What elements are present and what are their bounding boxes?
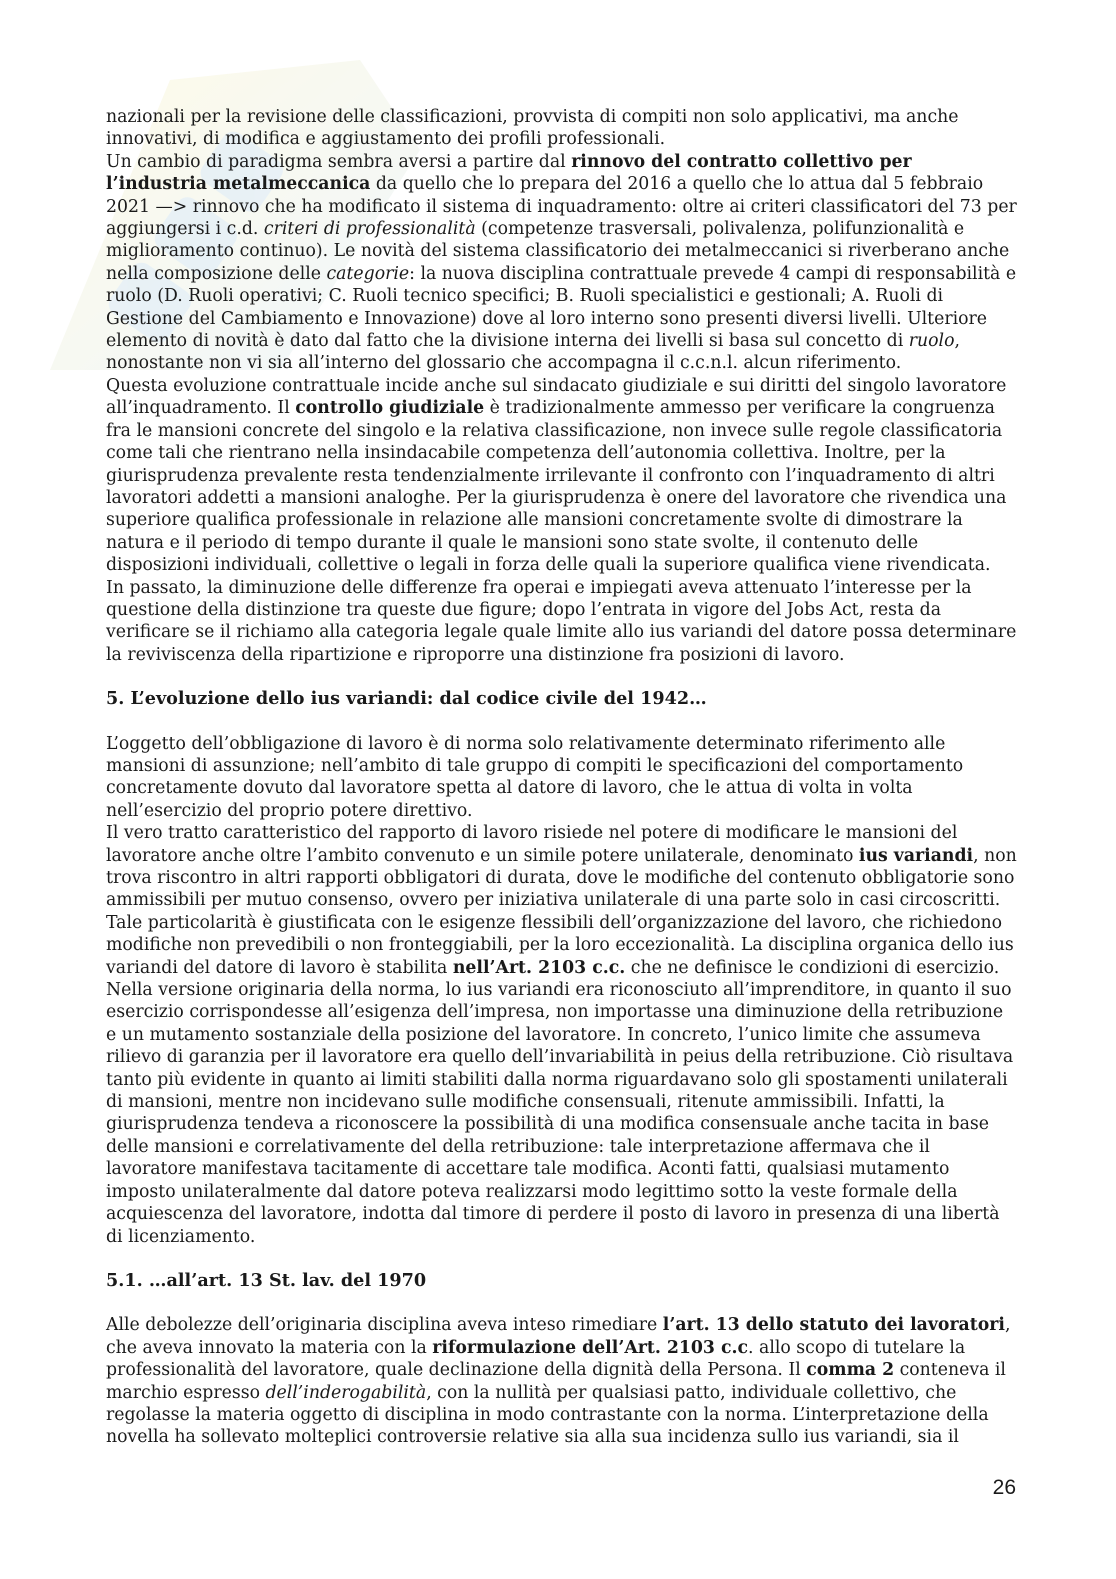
bold-text: riformulazione dell’Art. 2103 c.c [432,1337,749,1358]
paragraph [106,733,1018,823]
section-heading [106,1270,1018,1292]
bold-text: rinnovo del contratto collettivo per l’industria metalmeccanica [106,151,912,195]
text-run: che ne definisce le condizioni di esercizio. Nella versione originaria della norma, lo ius variandi era riconosciuto all’imprenditore, in quanto il suo esercizio corrispondesse all’esigenza dell’impresa, non importasse una diminuzione della retribuzione e un mutamento sostanziale della posizione del lavoratore. In concreto, l’unico limite che assumeva rilievo di garanzia per il lavoratore era quello dell’invariabilità in peius della retribuzione. Ciò risultava tanto più evidente in quanto ai limiti stabiliti dalla norma riguardavano solo gli spostamenti unilaterali di mansioni, mentre non incidevano sulle modifiche consensuali, ritenute ammissibili. Infatti, la giurisprudenza tendeva a riconoscere la possibilità di una modifica consensuale anche tacita in base delle mansioni e correlativamente del della retribuzione: tale interpretazione affermava che il lavoratore manifestava tacitamente di accettare tale modifica. Aconti fatti, qualsiasi mutamento imposto unilateralmente dal datore poteva realizzarsi modo legittimo sotto la veste formale della acquiescenza del lavoratore, indotta dal timore di perdere il posto di lavoro in presenza di una libertà di licenziamento. [106,957,1014,1247]
text-run: (competenze trasversali, polivalenza, polifunzionalità e miglioramento continuo). Le novità del sistema classificatorio dei metalmeccanici si riverberano anche nella composizione delle [106,219,1010,284]
bold-text: comma 2 [806,1360,895,1381]
text-run: , che aveva innovato la materia con la [106,1315,1011,1358]
bold-text: controllo giudiziale [295,398,485,419]
paragraph [106,577,1018,667]
bold-text: ius variandi [858,845,974,866]
document-body [106,106,1018,1449]
text-run: da quello che lo prepara del 2016 a quello che lo attua dal 5 febbraio 2021 —> rinnovo che ha modificato il sistema di inquadramento: oltre ai criteri classificatori del 73 per aggiungersi i c.d. [106,174,1017,240]
text-run: , con la nullità per qualsiasi patto, individuale collettivo, che regolasse la materia oggetto di disciplina in modo contrastante con la norma. L’interpretazione della novella ha sollevato molteplici controversie relative sia alla sua incidenza sullo ius variandi, sia il [106,1382,989,1448]
paragraph [106,375,1018,577]
paragraph [106,822,1018,1248]
bold-text: nell’Art. 2103 c.c. [452,957,626,978]
text-run: Alle debolezze dell’originaria disciplina aveva inteso rimediare [106,1315,663,1336]
italic-text: criteri di professionalità [263,219,476,240]
bold-text: l’art. 13 dello statuto dei lavoratori [662,1315,1005,1336]
italic-text: categorie [326,263,410,284]
text-run: , non trova riscontro in altri rapporti obbligatori di durata, dove le modifiche del contenuto obbligatorie sono ammissibili per mutuo consenso, ovvero per iniziativa unilaterale di una parte solo in casi circoscritti. Tale particolarità è giustificata con le esigenze flessibili dell’organizzazione del lavoro, che richiedono modifiche non prevedibili o non fronteggiabili, per la loro eccezionalità. La disciplina organica dello ius variandi del datore di lavoro è stabilita [106,845,1017,978]
text-run: Il vero tratto caratteristico del rapporto di lavoro risiede nel potere di modificare le mansioni del lavoratore anche oltre l’ambito convenuto e un simile potere unilaterale, denominato [106,823,958,866]
text-run: L’oggetto dell’obbligazione di lavoro è di norma solo relativamente determinato riferimento alle mansioni di assunzione; nell’ambito di tale gruppo di compiti le specificazioni del comportamento concretamente dovuto dal lavoratore spetta al datore di lavoro, che le attua di volta in volta nell’esercizio del proprio potere direttivo. [106,733,964,821]
text-run: è tradizionalmente ammesso per verificare la congruenza fra le mansioni concrete del singolo e la relativa classificazione, non invece sulle regole classificatoria come tali che rientrano nella insindacabile competenza dell’autonomia collettiva. Inoltre, per la giurisprudenza prevalente resta tendenzialmente irrilevante il confronto con l’inquadramento di altri lavoratori addetti a mansioni analoghe. Per la giurisprudenza è onere del lavoratore che rivendica una superiore qualifica professionale in relazione alle mansioni concretamente svolte di dimostrare la natura e il periodo di tempo durante il quale le mansioni sono state svolte, il contenuto delle disposizioni individuali, collettive o legali in forza delle quali la superiore qualifica viene rivendicata. [106,398,1007,576]
section-heading [106,688,1018,710]
text-run: 5.1. …all’art. 13 St. lav. del 1970 [106,1269,427,1291]
page-number: 26 [992,1476,1016,1499]
text-run: nazionali per la revisione delle classificazioni, provvista di compiti non solo applicativi, ma anche innovativi, di modifica e aggiustamento dei profili professionali. [106,107,959,150]
text-run: : la nuova disciplina contrattuale prevede 4 campi di responsabilità e ruolo (D. Ruoli operativi; C. Ruoli tecnico specifici; B. Ruoli specialistici e gestionali; A. Ruoli di Gestione del Cambiamento e Innovazione) dove al loro interno sono presenti diversi livelli. Ulteriore elemento di novità è dato dal fatto che la divisione interna dei livelli si basa sul concetto di [106,263,1017,352]
paragraph [106,1314,1018,1448]
paragraph [106,106,1018,151]
text-run: Questa evoluzione contrattuale incide anche sul sindacato giudiziale e sui diritti del singolo lavoratore all’inquadramento. Il [106,375,1007,419]
text-run: 5. L’evoluzione dello ius variandi: dal codice civile del 1942… [106,688,707,710]
italic-text: dell’inderogabilità [265,1382,427,1403]
text-run: Un cambio di paradigma sembra aversi a partire dal [106,151,572,172]
text-run: , nonostante non vi sia all’interno del glossario che accompagna il c.c.n.l. alcun riferimento. [106,331,960,374]
text-run: conteneva il marchio espresso [106,1360,1006,1403]
italic-text: ruolo [908,331,955,352]
paragraph [106,151,1018,375]
text-run: In passato, la diminuzione delle differenze fra operai e impiegati aveva attenuato l’interesse per la questione della distinzione tra queste due figure; dopo l’entrata in vigore del Jobs Act, resta da verificare se il richiamo alla categoria legale quale limite allo ius variandi del datore possa determinare la reviviscenza della ripartizione e riproporre una distinzione fra posizioni di lavoro. [106,577,1017,665]
text-run: . allo scopo di tutelare la professionalità del lavoratore, quale declinazione della dignità della Persona. Il [106,1337,966,1381]
